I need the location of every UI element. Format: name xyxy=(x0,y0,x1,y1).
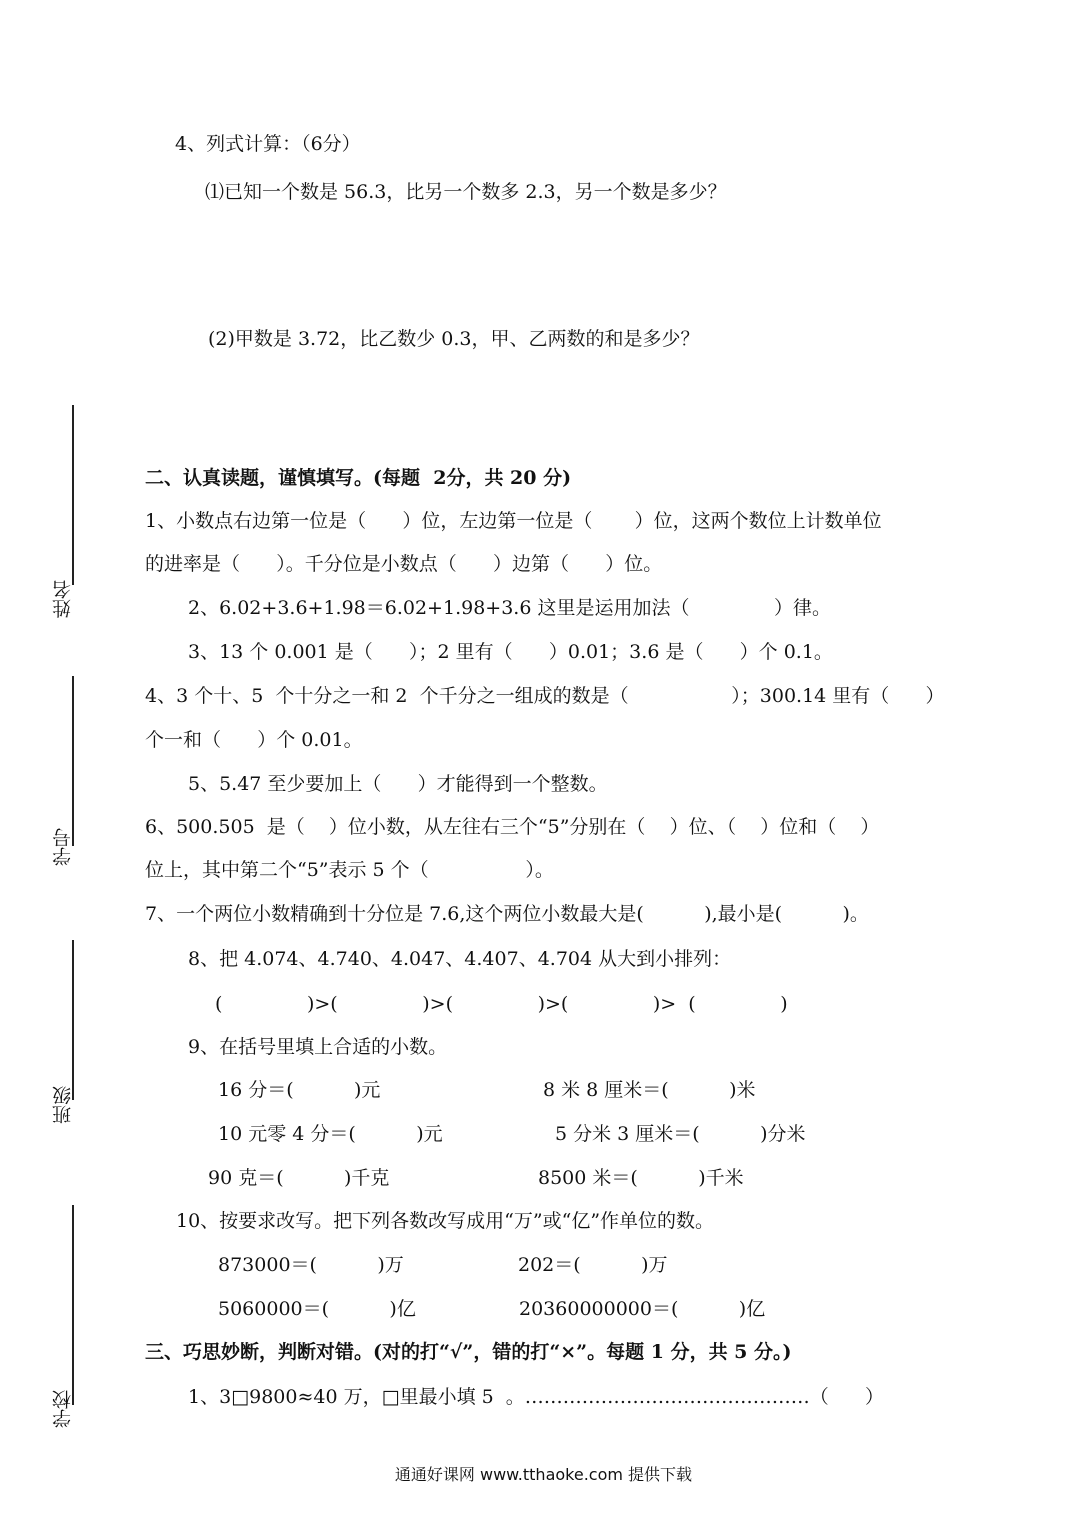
s2-q6-line1: 6、500.505 是（ ）位小数，从左往右三个“5”分别在（ ）位、（ ）位和（ ） xyxy=(145,816,880,838)
s2-q3: 3、13 个 0.001 是（ ）；2 里有（ ）0.01；3.6 是（ ）个 0.1。 xyxy=(188,641,833,663)
question-4-title: 4、列式计算：（6分） xyxy=(175,133,361,155)
binding-label-name: 姓名 xyxy=(52,580,74,618)
s2-q2: 2、6.02+3.6+1.98＝6.02+1.98+3.6 这里是运用加法（ ）律。 xyxy=(188,597,832,619)
section-3-heading: 三、巧思妙断，判断对错。(对的打“√”，错的打“×”。每题 1 分，共 5 分。) xyxy=(145,1341,792,1363)
s2-q9-row3-right: 8500 米＝( )千米 xyxy=(538,1167,744,1189)
s2-q5: 5、5.47 至少要加上（ ）才能得到一个整数。 xyxy=(188,773,608,795)
question-4-part1: ⑴已知一个数是 56.3，比另一个数多 2.3，另一个数是多少？ xyxy=(205,181,727,203)
s2-q9-row2-left: 10 元零 4 分＝( )元 xyxy=(218,1123,443,1145)
s2-q1-line1: 1、小数点右边第一位是（ ）位，左边第一位是（ ）位，这两个数位上计数单位 xyxy=(145,510,882,532)
s2-q10-row1-right: 202＝( )万 xyxy=(518,1254,668,1276)
s2-q9-row2-right: 5 分米 3 厘米＝( )分米 xyxy=(555,1123,806,1145)
question-4-part2: (2)甲数是 3.72，比乙数少 0.3，甲、乙两数的和是多少？ xyxy=(208,328,700,350)
s2-q10: 10、按要求改写。把下列各数改写成用“万”或“亿”作单位的数。 xyxy=(176,1210,715,1232)
binding-line-class xyxy=(72,940,74,1100)
binding-label-number: 学号 xyxy=(52,828,74,866)
footer-source: 通通好课网 www.tthaoke.com 提供下载 xyxy=(394,1465,693,1484)
s2-q1-line2: 的进率是（ ）。千分位是小数点（ ）边第（ ）位。 xyxy=(145,553,663,575)
s2-q9-row1-left: 16 分＝( )元 xyxy=(218,1079,381,1101)
binding-line-number xyxy=(72,676,74,846)
binding-label-school: 学校 xyxy=(52,1390,74,1428)
s2-q8: 8、把 4.074、4.740、4.047、4.407、4.704 从大到小排列： xyxy=(188,948,732,970)
s3-q1: 1、3□9800≈40 万，□里最小填 5 。………………………………………（ ） xyxy=(188,1386,885,1408)
s2-q10-row2-right: 20360000000＝( )亿 xyxy=(519,1298,766,1320)
binding-label-class: 班级 xyxy=(52,1086,74,1124)
s2-q4-line2: 个一和（ ）个 0.01。 xyxy=(145,729,363,751)
binding-line-school xyxy=(72,1205,74,1405)
s2-q10-row1-left: 873000＝( )万 xyxy=(218,1254,404,1276)
section-2-heading: 二、认真读题，谨慎填写。(每题 2分，共 20 分) xyxy=(145,467,572,489)
s2-q7: 7、一个两位小数精确到十分位是 7.6,这个两位小数最大是( ),最小是( )。 xyxy=(145,903,869,925)
s2-q8-blanks: ( )>( )>( )>( )> ( ) xyxy=(215,993,788,1015)
s2-q9-row3-left: 90 克＝( )千克 xyxy=(208,1167,390,1189)
s2-q10-row2-left: 5060000＝( )亿 xyxy=(218,1298,416,1320)
s2-q9-row1-right: 8 米 8 厘米＝( )米 xyxy=(543,1079,756,1101)
s2-q4-line1: 4、3 个十、5 个十分之一和 2 个千分之一组成的数是（ ）；300.14 里有（ ） xyxy=(145,685,945,707)
s2-q6-line2: 位上，其中第二个“5”表示 5 个（ ）。 xyxy=(145,859,554,881)
s2-q9: 9、在括号里填上合适的小数。 xyxy=(188,1036,448,1058)
binding-line-name xyxy=(72,405,74,585)
